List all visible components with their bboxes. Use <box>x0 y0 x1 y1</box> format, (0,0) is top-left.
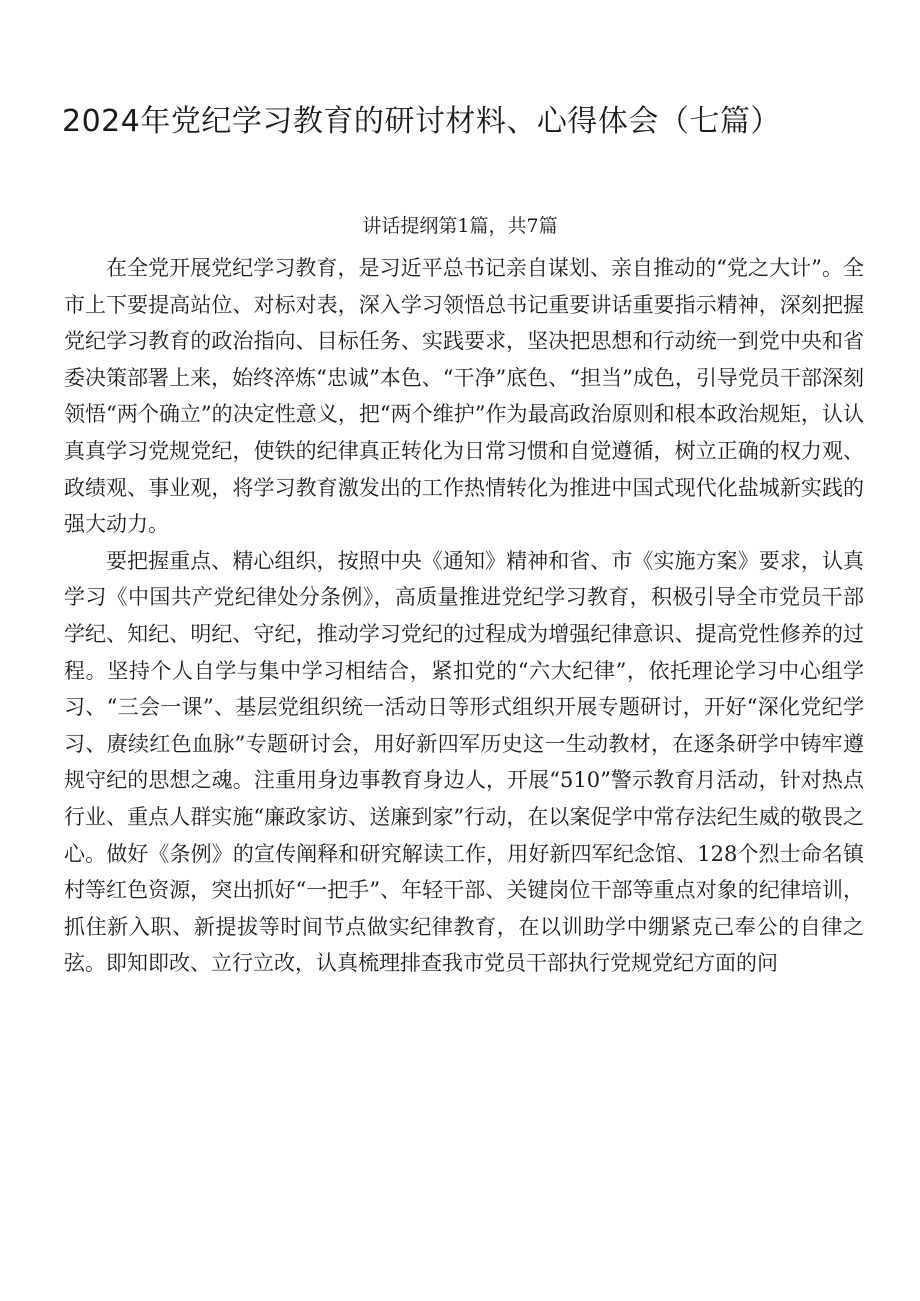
paragraph-1: 在全党开展党纪学习教育，是习近平总书记亲自谋划、亲自推动的“党之大计”。全市上下要提高站位、对标对表，深入学习领悟总书记重要讲话重要指示精神，深刻把握党纪学习教育的政治指向、目标任务、实践要求，坚决把思想和行动统一到党中央和省委决策部署上来，始终淬炼“忠诚”本色、“干净”底色、“担当”成色，引导党员干部深刻领悟“两个确立”的决定性意义，把“两个维护”作为最高政治原则和根本政治规矩，认认真真学习党规党纪，使铁的纪律真正转化为日常习惯和自觉遵循，树立正确的权力观、政绩观、事业观，将学习教育激发出的工作热情转化为推进中国式现代化盐城新实践的强大动力。 <box>64 256 864 537</box>
paragraph-2: 要把握重点、精心组织，按照中央《通知》精神和省、市《实施方案》要求，认真学习《中国共产党纪律处分条例》，高质量推进党纪学习教育，积极引导全市党员干部学纪、知纪、明纪、守纪，推动学习党纪的过程成为增强纪律意识、提高党性修养的过程。坚持个人自学与集中学习相结合，紧扣党的“六大纪律”，依托理论学习中心组学习、“三会一课”、基层党组织统一活动日等形式组织开展专题研讨，开好“深化党纪学习、赓续红色血脉”专题研讨会，用好新四军历史这一生动教材，在逐条研学中铸牢遵规守纪的思想之魂。注重用身边事教育身边人，开展“510”警示教育月活动，针对热点行业、重点人群实施“廉政家访、送廉到家”行动，在以案促学中常存法纪生威的敬畏之心。做好《条例》的宣传阐释和研究解读工作，用好新四军纪念馆、128个烈士命名镇村等红色资源，突出抓好“一把手”、年轻干部、关键岗位干部等重点对象的纪律培训，抓住新入职、新提拔等时间节点做实纪律教育，在以训助学中绷紧克己奉公的自律之弦。即知即改、立行立改，认真梳理排查我市党员干部执行党规党纪方面的问 <box>64 548 864 976</box>
document-title: 2024年党纪学习教育的研讨材料、心得体会（七篇） <box>62 104 781 139</box>
document-body <box>64 250 864 982</box>
document-subtitle: 讲话提纲第1篇，共7篇 <box>362 215 558 237</box>
